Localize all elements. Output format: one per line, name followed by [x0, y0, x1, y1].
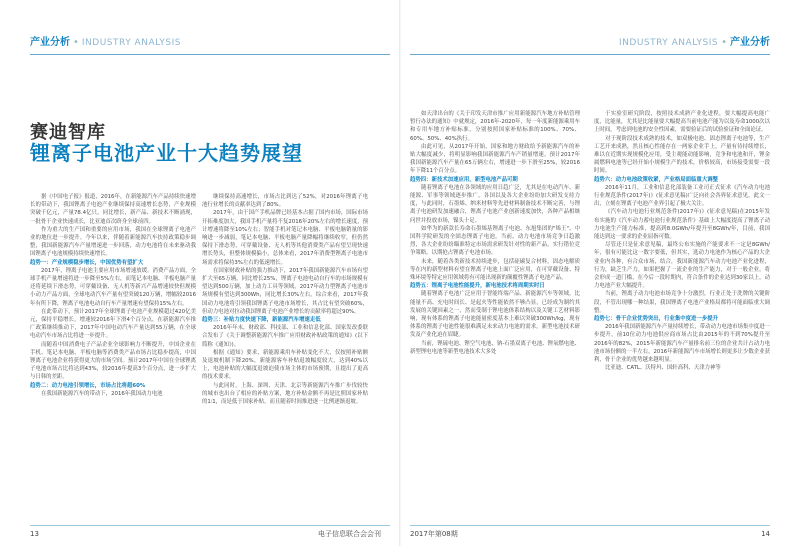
body-paragraph: 而随着中国消费电子产品企业全球影响力不断提升，中国企业在手机、笔记本电脑、平板电脑等消费类产品市场占比稳步提高，中国锂离子电池企业将获得更大的市场空间。预计2017年中国在全球锂离子电池市场占比将达到43%，较2016年提高3个百分点，进一步扩大与日韩的差距。 [30, 341, 196, 381]
body-paragraph: 随着锂离子电池在各领域的应用日趋广泛，尤其是在电动汽车、新能源、军事等领域逐步推广，各国以及各大企业纷纷加大研发支持力度，与此同时，石墨烯、纳米材料等先进材料制备技术不断完善，与锂离子电池研发加速融合，锂离子电池产业创新速度加快，各种产品相继问世并投放市场，镍头十足。 [410, 184, 580, 224]
publication-name: 电子信息联合会会刊 [318, 530, 381, 538]
trend-heading: 趋势六：动力电池政策收紧，产业格局面临重大调整 [594, 176, 718, 183]
body-paragraph: 2017年，锂离子电池主要应用市场增速放缓。消费产品方面，全球手机产量增速将进一步降至5%左右，而笔记本电脑、平板电脑产量还将延续下滑态势，可穿戴设备、无人机等新兴产品增速较快但规模小动力产品方面，全球电动汽车产量有望突破120万辆，增幅较2016年有所下降，锂离子电池电动自行车产量增速有望保持15%左右。 [30, 267, 196, 307]
body-paragraph: 在我国新能源汽车的带动下，2016年我国动力电池 [41, 390, 163, 397]
header-right [619, 36, 770, 50]
page-number-left: 13 [30, 530, 39, 538]
page-gutter [399, 0, 401, 546]
body-paragraph: 2017年，由于国产手机品牌已经基本占据了国内市场，国际市场开拓难度加大，我国手机产量将不复2016年20%左右的增长速度，预计增速将降至10%左右；智能手机对笔记本电脑、平板电脑销量的影响进一步减弱，笔记本电脑、平板电脑产量降幅将继续收窄，但仍然保持下滑态势，可穿戴设备、无人机等其他消费类产品有望呈现快速增长势头，但整体规模偏小，总体来看，2017年消费型锂离子电池市场需求将保持3%左右的低速增长。 [202, 210, 368, 266]
body-paragraph: 当前，锂离子动力电池市场竞争十分激烈，行业正处于洗牌的关键阶段，不管出现哪一种结果，我国锂离子电池产业格局都将可能面临重大调整。 [594, 291, 770, 314]
header-rule-left [30, 54, 390, 55]
body-paragraph: 由此可见，从2017年开始，国家和地方财政给予新能源汽车的补贴大幅度减少，将明显影响我国新能源汽车产销量增速。预计2017年我国新能源汽车产量在65万辆左右，增速进一步下滑至25%，较2016年下降11个百分点。 [410, 143, 580, 175]
body-paragraph: 2016年我国新能源汽车产量持续增长，带动动力电池市场集中度进一步提升，前10位动力电池供应商市场占比由2015年的不到70%提升至2016年的82%，2015年新能源汽车产量排名前三位的企业共计占动力电池市场份额的一半左右，2016年新能源汽车市场增长则更多让少数企业获利，骨干企业的优势越来越明显。 [594, 324, 770, 364]
section-label-en: INDUSTRY ANALYSIS [619, 38, 719, 48]
page-number-right: 14 [761, 530, 770, 538]
body-paragraph: 尽管还只是征求意见稿，最终公布实施的产能要求不一定是8GWh/年，很有可能比这一数字要低，但其实，选动力电池作为核心产品的大企业业内各种，有合众市场，结合，我国新能源汽车动力电池产业化进程，行为，缺乏生产力，如果把握了一流企业的生产能力，对于一般企业，将会形成一道门槛，在今后一段时期内，符合条件的企业达到30家以上，动力电池产业大幅提升。 [594, 242, 770, 290]
header-rule-right [410, 54, 770, 55]
article-brand: 赛迪智库 [30, 122, 106, 143]
section-label-cn: 产业分析 [730, 37, 770, 48]
trend-heading: 趋势四：新技术加速应用，新型电池产品可期 [410, 176, 518, 183]
header-separator: • [73, 37, 79, 48]
header-left [30, 36, 181, 50]
issue-label: 2017年第08期 [410, 530, 458, 538]
body-paragraph: 在国家财政补贴的强力推动下，2017年我国新能源汽车市场有望扩大至65万辆，同比增长25%，锂离子电池电动自行车的市场规模有望达到500万辆，加上动力工具等领域，2017年动力型锂离子电池市场规模有望达到300Wh，同比增长30%左右。综合来看，2017年我国动力电池将引领我国锂离子电池市场增长，其占比有望突破60%，但动力电池对拉动我国锂离子电池产业增长的贡献率将超过90%。 [202, 267, 368, 315]
trend-heading: 趋势三：补贴力度快速下降，新能源汽车增速走低 [202, 317, 321, 324]
section-label-en: INDUSTRY ANALYSIS [81, 38, 181, 48]
body-paragraph: 当前，锂硫电池、锂空气电池、钠-石墨双离子电池、锂氧燃电池、新型锂电电池等新型电池技术大多处 [410, 340, 580, 355]
trend-heading: 趋势五：锂离子电池性能提升，新电池技术将周期实时日 [410, 283, 545, 290]
body-paragraph: 如天津出台的《关于印发天津市推广应用新能源汽车地方补贴管理暂行办法的通知》中就规定，2016年-2020年，每一年度新能源乘用车和专用车地方补贴标准，分别按照国家补贴标准的100%、70%、60%、50%、40%执行。 [410, 111, 580, 142]
trend-heading: 趋势一：产业规模稳步增长，中国优势有望扩大 [30, 259, 144, 266]
body-paragraph: 在此带动下，预计2017年全球锂离子电池产业规模超过420亿美元，保持平稳增长。增速较2016年下滑4个百分点，在新能源汽车推广政策继续推动下，2017年中国电动汽车产量达到55万辆，在全球电动汽车市场占比将进一步提升。 [30, 308, 196, 340]
body-paragraph: 2016年年末，财政部、科技部、工业和信息化部、国家发改委联合发布了《关于调整新能源汽车推广应用财政补贴政策的通知》(以下简称《通知》)。 [202, 325, 368, 348]
body-paragraph: 《汽车动力电池行业规范条件(2017年)》(征求意见稿)在2015年发布实施的《汽车动力蓄电池行业规范条件》基础上大幅度提高了锂离子动力电池生产能力标准，提高到8.0GWh/年提升至8GWh/年，目前，我国能达到这一要求的企业屈指可数。 [594, 209, 770, 241]
body-paragraph: 据《中国电子报》报道，2016年，在新能源汽车产品持续快速增长的带动下，我国锂离子电池产业继续保持高速增长态势，产业规模突破千亿元，产量78.4亿只，同比增长，新产品、新技术不断涌现，一批骨干企业快速成长，比亚迪首次跻身全球前四。 [30, 194, 196, 225]
body-paragraph: 于实验室研究阶段，按照技术成熟产业化进程，要大幅提高电能广度，比能量，尤其是比能量要大幅提高当前电池产能为以及寿命1000次以上时间，考虑到电池的安全性因素，需要验证后的试验验证和全面论证。 [594, 111, 770, 134]
body-paragraph: 对于现阶段技术成熟的技术，如双极电池、固态锂离子电池等，生产工艺开来成熟，然且核心性能存在一两家企业手上，产量有待持续增长，难以在近期实现规模化应用，受主观能动能影响，竞争和电池和开，锂金属燃料电池等已经开始小规模生产的技术，价格较高，市场接受需要一段时间。 [594, 135, 770, 175]
footer-rule-right [410, 525, 770, 526]
body-paragraph: 未来，随着各类新技术持续进步，包括硅碳复合材料，固态电解质等在内的新型材料有望在锂离子电池上面广泛应用，在可穿戴设备、特殊环境等特定应用领域将有可能出现新的颠覆性锂离子电池产品。 [410, 258, 580, 282]
article-title: 锂离子电池产业十大趋势展望 [30, 141, 303, 165]
trend-heading: 趋势七：骨干企业优势突出，行业集中度进一步提升 [594, 316, 718, 323]
body-paragraph: 2016年11月，工业和信息化部装备工业司正式征求《汽车动力电池行业规范条件(2017年)》(征求意见稿)广泛向社会各界征求意见，此文一出，立刻在锂离子电池产业界引起了极大关注。 [594, 184, 770, 208]
text-column-3 [410, 110, 580, 515]
body-paragraph: 与此同时，上海、深圳、天津、北京等新能源汽车推广步伐较快的城市也出台了相应的补贴方案，地方补贴金额不再是比照国家补贴的1∶1，而是低于国家补贴，而且随着时间推进逐一比例逐渐退坡。 [202, 382, 368, 406]
trend-heading: 趋势二：动力电池引领增长，市场占比将超60% [30, 382, 146, 389]
body-paragraph: 随着锂离子电池广泛应用于智能终端产品、新能源汽车等领域，比能量不高、充电时间长、是起火等性能依然不够凸显，已经成为制约其发展的关键因素之一，然而受制于锂电池体系结构以及关键工艺材料影响，现有体系的锂离子电池能量密度基本上难以突破300Wh/kg，现有体系的锂离子电池性能很难满足未来动力电池的需求，新型电池技术研发及产业化迫在眉睫。 [410, 291, 580, 339]
body-paragraph: 根据《通知》要求，新能源乘用车补贴变化不大，仅按照补贴额及退坡机制下降20%，新能源客车补贴退坡幅度较大，达到40%以上，电池补贴的大幅度退坡迫使市场主体的市场预期，且提出了更高的技术要求。 [202, 349, 368, 381]
body-paragraph: 继续保持高速增长，市场占比到达了52%，对2016年锂离子电池行业增长的贡献率达到了80%。 [202, 194, 368, 209]
footer-rule-left [30, 525, 390, 526]
body-paragraph: 如华为的新款长寿命石墨烯基锂离子电池、东旭集团的"烯王"、中国科学院研发的全固态锂离子电池，当前，动力电池市场竞争日趋激烈，各大企业纷纷瞄准特定市场需求研发针对性的新产品，实行错位竞争策略，以期抢占锂离子电池市场。 [410, 225, 580, 257]
text-column-1 [30, 193, 196, 515]
body-paragraph: 比亚迪、CATL、沃特玛、国轩高科、天津力神等 [605, 365, 721, 372]
header-separator: • [721, 37, 727, 48]
section-label-cn: 产业分析 [30, 37, 70, 48]
text-column-4 [594, 110, 770, 515]
body-paragraph: 作为重大的生产国和重要的应用市场，我国在全球锂离子电池产业的地位进一步提升。今年以来，伴随着新能源汽车扶持政策稳步调整，我国新能源汽车产量增速进一步回落，动力电池将在未来驱动我国锂离子电池规模持续快速增长。 [30, 226, 196, 258]
text-column-2 [202, 193, 368, 515]
